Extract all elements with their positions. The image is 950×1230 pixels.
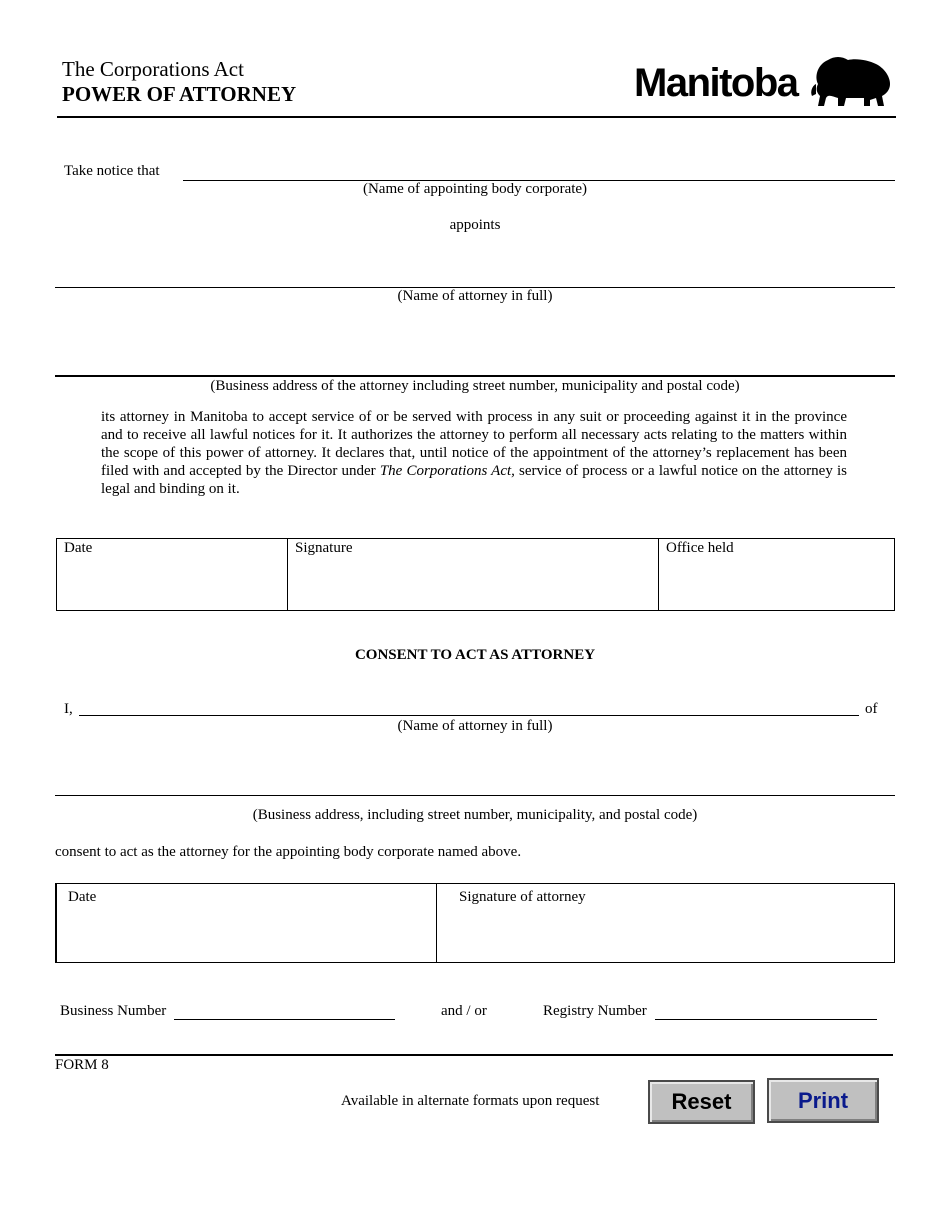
consent-signature-field[interactable]	[437, 908, 894, 948]
manitoba-logo	[634, 54, 892, 112]
and-or-text: and / or	[441, 1003, 487, 1019]
signature-cell	[288, 539, 659, 611]
body-corporate-caption: (Name of appointing body corporate)	[362, 181, 588, 197]
office-held-field[interactable]	[659, 558, 894, 598]
consent-address-caption: (Business address, including street number, municipality, and postal code)	[252, 807, 698, 823]
signature-field[interactable]	[288, 558, 658, 598]
power-of-attorney-text	[101, 408, 847, 498]
footer-rule	[55, 1054, 893, 1056]
body-text-part2: service of process or a lawful notice on the attorney is legal and binding on it.	[101, 463, 847, 497]
attorney-name-caption: (Name of attorney in full)	[397, 288, 553, 304]
consent-signature-cell	[437, 884, 895, 963]
bison-icon	[810, 54, 894, 112]
body-act-reference: The Corporations Act,	[379, 463, 515, 479]
consent-signature-table	[55, 883, 895, 963]
consent-signature-label: Signature of attorney	[459, 889, 586, 905]
date-label: Date	[64, 540, 93, 556]
consent-heading: CONSENT TO ACT AS ATTORNEY	[354, 647, 596, 663]
alternate-formats-text: Available in alternate formats upon request	[341, 1093, 600, 1109]
consent-of-label: of	[865, 701, 878, 717]
business-number-label: Business Number	[60, 1003, 167, 1019]
business-number-field[interactable]	[174, 999, 395, 1020]
registry-number-label: Registry Number	[543, 1003, 647, 1019]
consent-address-field[interactable]	[55, 774, 895, 796]
consent-date-cell	[56, 884, 437, 963]
appoints-text: appoints	[449, 217, 501, 233]
take-notice-label: Take notice that	[64, 163, 160, 179]
date-field[interactable]	[57, 558, 287, 598]
signature-label: Signature	[295, 540, 353, 556]
attorney-address-caption: (Business address of the attorney including street number, municipality and postal code)	[210, 378, 740, 394]
date-cell	[57, 539, 288, 611]
consent-i-label: I,	[64, 701, 73, 717]
consent-date-label: Date	[68, 889, 97, 905]
act-title: The Corporations Act	[62, 57, 244, 81]
attorney-address-field[interactable]	[55, 354, 895, 377]
logo-wordmark: Manitoba	[634, 61, 798, 105]
consent-attorney-name-field[interactable]	[79, 695, 859, 716]
consent-date-field[interactable]	[57, 908, 436, 948]
body-text-part1: its attorney in Manitoba to accept service of or be served with process in any suit or proceeding against it in the province and to receive all lawful notices for it. It authorizes the attorney to perform all necessary acts relating to the matters within the scope of this power of attorney. It declares that, until notice of the appointment of the attorney’s replacement has been filed with and accepted by the Director under	[101, 409, 847, 479]
registry-number-field[interactable]	[655, 999, 877, 1020]
signature-table	[56, 538, 895, 611]
consent-attorney-name-caption: (Name of attorney in full)	[397, 718, 553, 734]
form-title: POWER OF ATTORNEY	[62, 82, 297, 106]
form-number: FORM 8	[55, 1057, 109, 1073]
print-button[interactable]: Print	[767, 1078, 879, 1123]
header-rule	[57, 116, 896, 118]
office-held-cell	[659, 539, 895, 611]
body-corporate-name-field[interactable]	[183, 160, 895, 181]
office-held-label: Office held	[666, 540, 734, 556]
consent-text: consent to act as the attorney for the appointing body corporate named above.	[55, 844, 522, 860]
reset-button[interactable]: Reset	[648, 1080, 755, 1124]
attorney-name-field[interactable]	[55, 266, 895, 288]
